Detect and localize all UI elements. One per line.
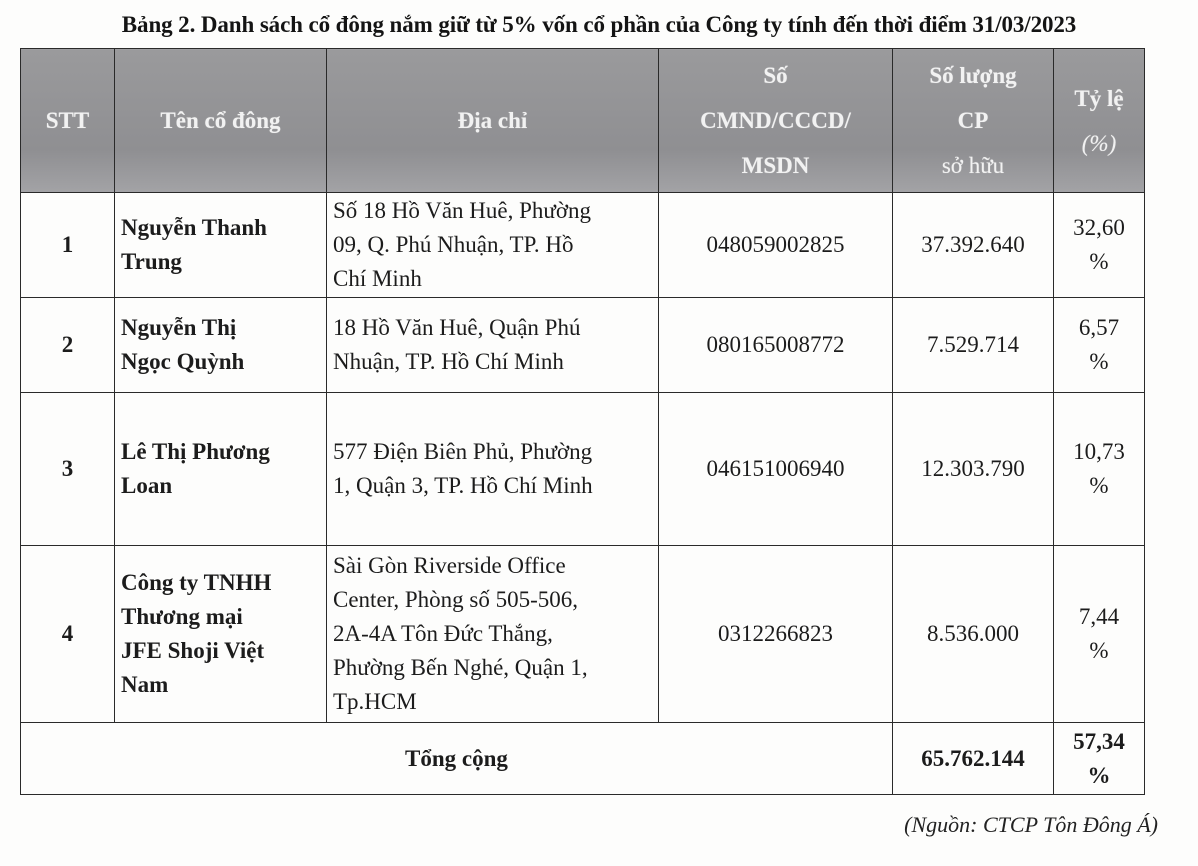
cell-ratio-unit: % bbox=[1089, 638, 1109, 663]
cell-id: 0312266823 bbox=[659, 546, 893, 723]
cell-name bbox=[115, 393, 327, 546]
cell-stt: 1 bbox=[21, 193, 115, 298]
cell-shares: 8.536.000 bbox=[893, 546, 1054, 723]
header-id-line: CMND/CCCD/ bbox=[700, 108, 851, 133]
cell-stt: 4 bbox=[21, 546, 115, 723]
cell-address bbox=[327, 393, 659, 546]
cell-shares: 7.529.714 bbox=[893, 298, 1054, 393]
cell-ratio-value: 10,73 bbox=[1073, 439, 1125, 464]
table-row bbox=[21, 298, 1145, 393]
cell-name bbox=[115, 546, 327, 723]
cell-name-line: Nguyễn Thị bbox=[121, 315, 237, 340]
header-stt: STT bbox=[21, 49, 115, 193]
cell-name-line: Nguyễn Thanh bbox=[121, 215, 267, 240]
cell-id: 080165008772 bbox=[659, 298, 893, 393]
cell-ratio-value: 32,60 bbox=[1073, 215, 1125, 240]
total-ratio-unit: % bbox=[1087, 762, 1111, 788]
cell-address-line: 577 Điện Biên Phủ, Phường bbox=[333, 439, 593, 464]
cell-ratio-unit: % bbox=[1089, 249, 1109, 274]
total-label: Tổng cộng bbox=[21, 723, 893, 795]
cell-name-line: Ngọc Quỳnh bbox=[121, 349, 245, 374]
cell-address bbox=[327, 546, 659, 723]
shareholders-table bbox=[20, 48, 1145, 795]
header-id-line: MSDN bbox=[741, 153, 810, 178]
cell-address-line: Phường Bến Nghé, Quận 1, bbox=[333, 655, 588, 680]
cell-address bbox=[327, 298, 659, 393]
cell-address-line: Chí Minh bbox=[333, 266, 422, 291]
header-name: Tên cổ đông bbox=[115, 49, 327, 193]
cell-ratio-unit: % bbox=[1089, 349, 1109, 374]
cell-id: 048059002825 bbox=[659, 193, 893, 298]
cell-ratio bbox=[1054, 193, 1145, 298]
source-note: (Nguồn: CTCP Tôn Đông Á) bbox=[904, 812, 1158, 837]
cell-ratio-value: 7,44 bbox=[1078, 604, 1120, 629]
header-shares-line: CP bbox=[957, 108, 989, 133]
table-row bbox=[21, 546, 1145, 723]
cell-address-line: 09, Q. Phú Nhuận, TP. Hồ bbox=[333, 232, 574, 257]
header-shares-line: Số lượng bbox=[929, 63, 1017, 88]
cell-name bbox=[115, 298, 327, 393]
header-ratio bbox=[1054, 49, 1145, 193]
cell-name-line: Thương mại bbox=[121, 604, 243, 629]
header-ratio-line: Tỷ lệ bbox=[1074, 85, 1124, 111]
cell-stt: 3 bbox=[21, 393, 115, 546]
cell-address-line: Nhuận, TP. Hồ Chí Minh bbox=[333, 349, 564, 374]
cell-address-line: 1, Quận 3, TP. Hồ Chí Minh bbox=[333, 473, 593, 498]
cell-name-line: Lê Thị Phương bbox=[121, 439, 270, 464]
cell-ratio bbox=[1054, 546, 1145, 723]
cell-stt: 2 bbox=[21, 298, 115, 393]
header-shares-line: sở hữu bbox=[941, 153, 1005, 178]
cell-ratio bbox=[1054, 298, 1145, 393]
cell-name-line: JFE Shoji Việt bbox=[121, 638, 265, 663]
table-caption: Bảng 2. Danh sách cổ đông nắm giữ từ 5% vốn cổ phần của Công ty tính đến thời điểm 31/03/2023 bbox=[121, 12, 1077, 37]
cell-ratio-value: 6,57 bbox=[1078, 315, 1120, 340]
cell-ratio-unit: % bbox=[1089, 473, 1109, 498]
cell-name bbox=[115, 193, 327, 298]
header-id-line: Số bbox=[763, 63, 788, 88]
cell-name-line: Trung bbox=[121, 249, 182, 274]
cell-name-line: Công ty TNHH bbox=[121, 570, 272, 595]
cell-name-line: Loan bbox=[121, 473, 173, 498]
header-address: Địa chỉ bbox=[327, 49, 659, 193]
total-shares: 65.762.144 bbox=[893, 723, 1054, 795]
table-total-row bbox=[21, 723, 1145, 795]
cell-shares: 12.303.790 bbox=[893, 393, 1054, 546]
cell-address-line: Số 18 Hồ Văn Huê, Phường bbox=[333, 198, 592, 223]
table-header-row bbox=[21, 49, 1145, 193]
cell-ratio bbox=[1054, 393, 1145, 546]
cell-shares: 37.392.640 bbox=[893, 193, 1054, 298]
total-ratio bbox=[1054, 723, 1145, 795]
header-shares bbox=[893, 49, 1054, 193]
table-row bbox=[21, 393, 1145, 546]
cell-id: 046151006940 bbox=[659, 393, 893, 546]
cell-address bbox=[327, 193, 659, 298]
cell-address-line: 18 Hồ Văn Huê, Quận Phú bbox=[333, 315, 581, 340]
cell-address-line: 2A-4A Tôn Đức Thắng, bbox=[333, 621, 553, 646]
cell-address-line: Center, Phòng số 505-506, bbox=[333, 587, 579, 612]
header-id bbox=[659, 49, 893, 193]
cell-address-line: Tp.HCM bbox=[333, 689, 417, 714]
table-row bbox=[21, 193, 1145, 298]
header-ratio-line: (%) bbox=[1081, 130, 1117, 156]
total-ratio-value: 57,34 bbox=[1073, 728, 1125, 754]
cell-address-line: Sài Gòn Riverside Office bbox=[333, 553, 566, 578]
cell-name-line: Nam bbox=[121, 672, 169, 697]
